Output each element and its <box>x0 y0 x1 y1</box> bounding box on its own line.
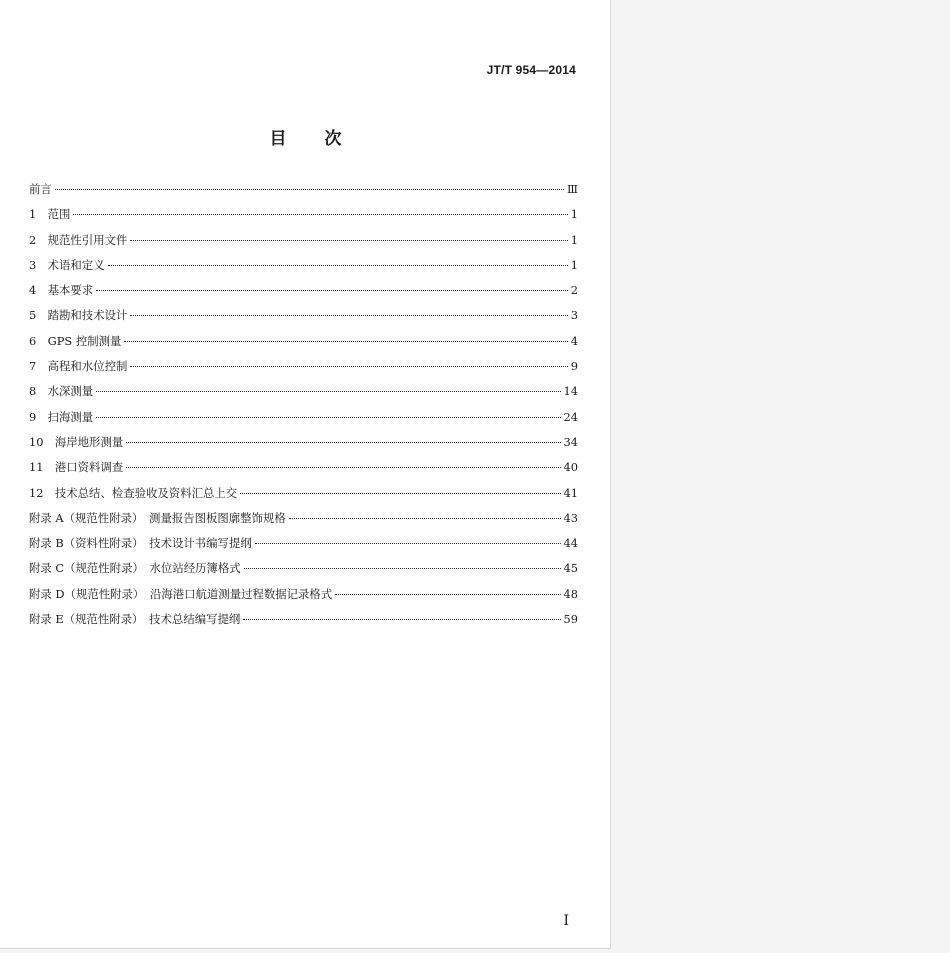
dot-leader <box>96 278 568 291</box>
dot-leader <box>96 379 560 392</box>
dot-leader <box>130 228 567 241</box>
toc-entry-page: 43 <box>563 510 578 525</box>
dot-leader <box>335 582 560 595</box>
toc-entry-title: 4 基本要求 <box>29 283 94 298</box>
dot-leader <box>244 556 561 569</box>
toc-entry-title: 5 踏勘和技术设计 <box>29 308 128 323</box>
toc-entry-title: 11 港口资料调查 <box>29 460 124 475</box>
toc-entry-title: 8 水深测量 <box>29 384 94 399</box>
standard-code: JT/T 954—2014 <box>486 63 576 77</box>
dot-leader <box>243 607 560 620</box>
title-char-1: 目 <box>269 129 287 149</box>
toc-entry-title: 附录 E（规范性附录） 技术总结编写提纲 <box>29 612 241 627</box>
toc-entry-title: 9 扫海测量 <box>29 409 94 424</box>
dot-leader <box>289 506 561 519</box>
toc-entry-page: 1 <box>570 257 578 272</box>
dot-leader <box>130 303 567 316</box>
dot-leader <box>126 430 560 443</box>
toc-entry-title: 10 海岸地形测量 <box>29 434 124 449</box>
toc-entry-page: 1 <box>570 207 578 222</box>
toc-entry-page: 1 <box>570 232 578 247</box>
dot-leader <box>96 405 560 418</box>
toc-entry-page: 2 <box>570 283 578 298</box>
toc-entry-page: Ⅲ <box>567 182 578 196</box>
dot-leader <box>55 177 564 190</box>
dot-leader <box>240 481 560 494</box>
toc-entry-title: 附录 D（规范性附录） 沿海港口航道测量过程数据记录格式 <box>29 586 333 601</box>
toc-entry-page: 24 <box>563 409 578 424</box>
dot-leader <box>255 531 561 544</box>
toc-entry-page: 48 <box>563 586 578 601</box>
toc-entry-title: 7 高程和水位控制 <box>29 359 128 374</box>
dot-leader <box>126 455 560 468</box>
toc-entry-page: 44 <box>563 536 578 551</box>
toc-entry-title: 6 GPS 控制测量 <box>29 333 122 348</box>
toc-entry-title: 附录 B（资料性附录） 技术设计书编写提纲 <box>29 536 252 551</box>
dot-leader <box>73 202 567 215</box>
toc-entry-title: 1 范围 <box>29 207 71 222</box>
toc-entry-title: 前言 <box>29 182 52 196</box>
toc-entry-title: 附录 C（规范性附录） 水位站经历簿格式 <box>29 561 241 576</box>
dot-leader <box>108 253 568 266</box>
toc-entry-page: 9 <box>570 359 578 374</box>
toc-entry-page: 45 <box>563 561 578 576</box>
toc-entry-title: 附录 A（规范性附录） 测量报告图板图廓整饰规格 <box>29 510 286 525</box>
dot-leader <box>130 354 567 367</box>
toc-entry[interactable] <box>29 610 578 635</box>
toc-entry-title: 2 规范性引用文件 <box>29 232 128 247</box>
toc-entry-page: 40 <box>563 460 578 475</box>
toc-entry-page: 41 <box>563 485 578 500</box>
toc-entry-page: 4 <box>570 333 578 348</box>
toc-entry-page: 14 <box>563 384 578 399</box>
table-of-contents <box>29 180 578 635</box>
toc-entry-page: 34 <box>563 434 578 449</box>
dot-leader <box>124 329 567 342</box>
toc-entry-page: 59 <box>563 612 578 627</box>
toc-entry-title: 3 术语和定义 <box>29 257 105 272</box>
page-number: I <box>563 913 569 929</box>
toc-entry-page: 3 <box>570 308 578 323</box>
page-title <box>0 124 611 149</box>
toc-entry-title: 12 技术总结、检查验收及资料汇总上交 <box>29 485 238 500</box>
title-char-2: 次 <box>324 129 342 149</box>
